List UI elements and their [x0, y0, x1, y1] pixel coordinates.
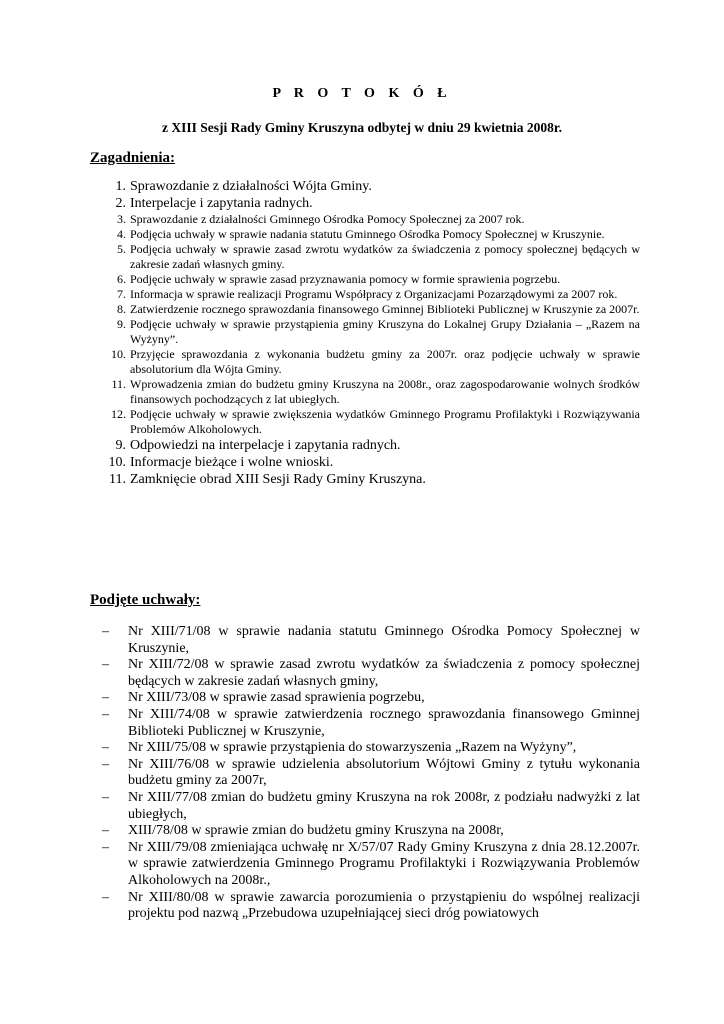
- resolution-text: Nr XIII/76/08 w sprawie udzielenia absolutorium Wójtowi Gminy z tytułu wykonania budżetu gminy za 2007r,: [128, 756, 640, 789]
- agenda-item: [88, 272, 640, 287]
- agenda-item: [88, 347, 640, 377]
- resolution-text: Nr XIII/80/08 w sprawie zawarcia porozumienia o przystąpieniu do wspólnej realizacji projektu pod nazwą „Przebudowa uzupełniającej sieci dróg powiatowych: [128, 889, 640, 922]
- agenda-item-text: Wprowadzenia zmian do budżetu gminy Kruszyna na 2008r., oraz zagospodarowanie wolnych środków finansowych pochodzących z lat ubiegłych.: [130, 377, 640, 406]
- agenda-item-number: 9.: [117, 317, 126, 331]
- agenda-item: [88, 377, 640, 407]
- agenda-item-number: 10.: [111, 347, 126, 361]
- agenda-item-text: Przyjęcie sprawozdania z wykonania budżetu gminy za 2007r. oraz podjęcie uchwały w sprawie absolutorium dla Wójta Gminy.: [130, 347, 640, 376]
- dash-bullet: –: [102, 756, 109, 772]
- agenda-item-text: Informacje bieżące i wolne wnioski.: [130, 455, 334, 470]
- dash-bullet: –: [102, 624, 109, 639]
- agenda-item-text: Zatwierdzenie rocznego sprawozdania finansowego Gminnej Biblioteki Publicznej w Kruszynie za 2007r.: [130, 302, 640, 316]
- agenda-item-number: 9.: [115, 438, 126, 453]
- resolution-text: Nr XIII/75/08 w sprawie przystąpienia do stowarzyszenia „Razem na Wyżyny”,: [128, 740, 577, 756]
- resolution-item: [102, 657, 640, 690]
- agenda-item-text: Informacja w sprawie realizacji Programu Współpracy z Organizacjami Pozarządowymi za 2007 rok.: [130, 287, 618, 301]
- resolution-item: [102, 790, 640, 823]
- agenda-item-number: 4.: [117, 227, 126, 241]
- agenda-item-number: 1.: [115, 179, 126, 194]
- resolution-text: XIII/78/08 w sprawie zmian do budżetu gminy Kruszyna na 2008r,: [128, 823, 504, 839]
- agenda-item-number: 7.: [117, 287, 126, 301]
- agenda-list: [88, 178, 640, 488]
- agenda-item: [88, 178, 640, 195]
- agenda-heading: Zagadnienia:: [90, 150, 176, 166]
- agenda-item-text: Podjęcie uchwały w sprawie zasad przyznawania pomocy w formie sprawienia pogrzebu.: [130, 272, 561, 286]
- resolution-item: [102, 823, 640, 840]
- agenda-item-text: Odpowiedzi na interpelacje i zapytania radnych.: [130, 438, 401, 453]
- agenda-item-number: 3.: [117, 212, 126, 226]
- dash-bullet: –: [102, 740, 109, 756]
- resolution-item: [102, 624, 640, 657]
- resolution-item: [102, 690, 640, 707]
- resolution-text: Nr XIII/74/08 w sprawie zatwierdzenia rocznego sprawozdania finansowego Gminnej Biblioteki Publicznej w Kruszynie,: [128, 706, 640, 739]
- dash-bullet: –: [102, 690, 109, 706]
- document-title: P R O T O K Ó Ł: [272, 86, 452, 101]
- agenda-item: [88, 242, 640, 272]
- agenda-item-text: Sprawozdanie z działalności Wójta Gminy.: [130, 179, 372, 194]
- agenda-item-text: Interpelacje i zapytania radnych.: [130, 196, 313, 211]
- resolution-item: [102, 757, 640, 790]
- agenda-item-number: 12.: [111, 407, 126, 421]
- resolution-text: Nr XIII/79/08 zmieniająca uchwałę nr X/57/07 Rady Gminy Kruszyna z dnia 28.12.2007r. w sprawie zatwierdzenia Gminnego Programu Profilaktyki i Rozwiązywania Problemów Alkoholowych na 2008r.,: [128, 839, 640, 888]
- agenda-item-number: 8.: [117, 302, 126, 316]
- agenda-item: [88, 471, 640, 488]
- dash-bullet: –: [102, 657, 109, 673]
- agenda-item-number: 2.: [115, 196, 126, 211]
- agenda-item-text: Sprawozdanie z działalności Gminnego Ośrodka Pomocy Społecznej za 2007 rok.: [130, 212, 525, 226]
- resolution-text: Nr XIII/72/08 w sprawie zasad zwrotu wydatków za świadczenia z pomocy społecznej będących w zakresie zadań własnych gminy,: [128, 657, 640, 689]
- agenda-item-text: Podjęcie uchwały w sprawie przystąpienia gminy Kruszyna do Lokalnej Grupy Działania – „Razem na Wyżyny”.: [130, 317, 640, 346]
- agenda-item: [88, 227, 640, 242]
- document-subtitle: z XIII Sesji Rady Gminy Kruszyna odbytej w dniu 29 kwietnia 2008r.: [161, 120, 563, 135]
- agenda-item-text: Podjęcia uchwały w sprawie zasad zwrotu wydatków za świadczenia z pomocy społecznej będących w zakresie zadań własnych gminy.: [130, 242, 640, 271]
- dash-bullet: –: [102, 789, 109, 805]
- agenda-item: [88, 437, 640, 454]
- agenda-item: [88, 287, 640, 302]
- resolution-item: [102, 890, 640, 923]
- resolution-item: [102, 840, 640, 890]
- dash-bullet: –: [102, 823, 109, 839]
- agenda-item: [88, 302, 640, 317]
- agenda-item: [88, 195, 640, 212]
- dash-bullet: –: [102, 839, 109, 855]
- agenda-item: [88, 407, 640, 437]
- resolution-text: Nr XIII/71/08 w sprawie nadania statutu Gminnego Ośrodka Pomocy Społecznej w Kruszynie,: [128, 624, 640, 656]
- agenda-item-number: 5.: [117, 242, 126, 256]
- resolutions-list: [102, 624, 640, 923]
- agenda-item: [88, 212, 640, 227]
- resolution-text: Nr XIII/73/08 w sprawie zasad sprawienia pogrzebu,: [128, 690, 425, 706]
- agenda-item-number: 10.: [108, 455, 126, 470]
- agenda-item: [88, 317, 640, 347]
- resolution-item: [102, 707, 640, 740]
- resolution-text: Nr XIII/77/08 zmian do budżetu gminy Kruszyna na rok 2008r, z podziału nadwyżki z lat ubiegłych,: [128, 789, 640, 822]
- dash-bullet: –: [102, 889, 109, 905]
- agenda-item-text: Zamknięcie obrad XIII Sesji Rady Gminy Kruszyna.: [130, 472, 426, 487]
- agenda-item-number: 6.: [117, 272, 126, 286]
- agenda-item-number: 11.: [109, 472, 126, 487]
- dash-bullet: –: [102, 706, 109, 722]
- agenda-item-text: Podjęcia uchwały w sprawie nadania statutu Gminnego Ośrodka Pomocy Społecznej w Kruszynie.: [130, 227, 605, 241]
- resolutions-heading: Podjęte uchwały:: [90, 592, 201, 608]
- agenda-item-number: 11.: [111, 377, 126, 391]
- resolution-item: [102, 740, 640, 757]
- agenda-item: [88, 454, 640, 471]
- agenda-item-text: Podjęcie uchwały w sprawie zwiększenia wydatków Gminnego Programu Profilaktyki i Rozwiązywania Problemów Alkoholowych.: [130, 407, 640, 436]
